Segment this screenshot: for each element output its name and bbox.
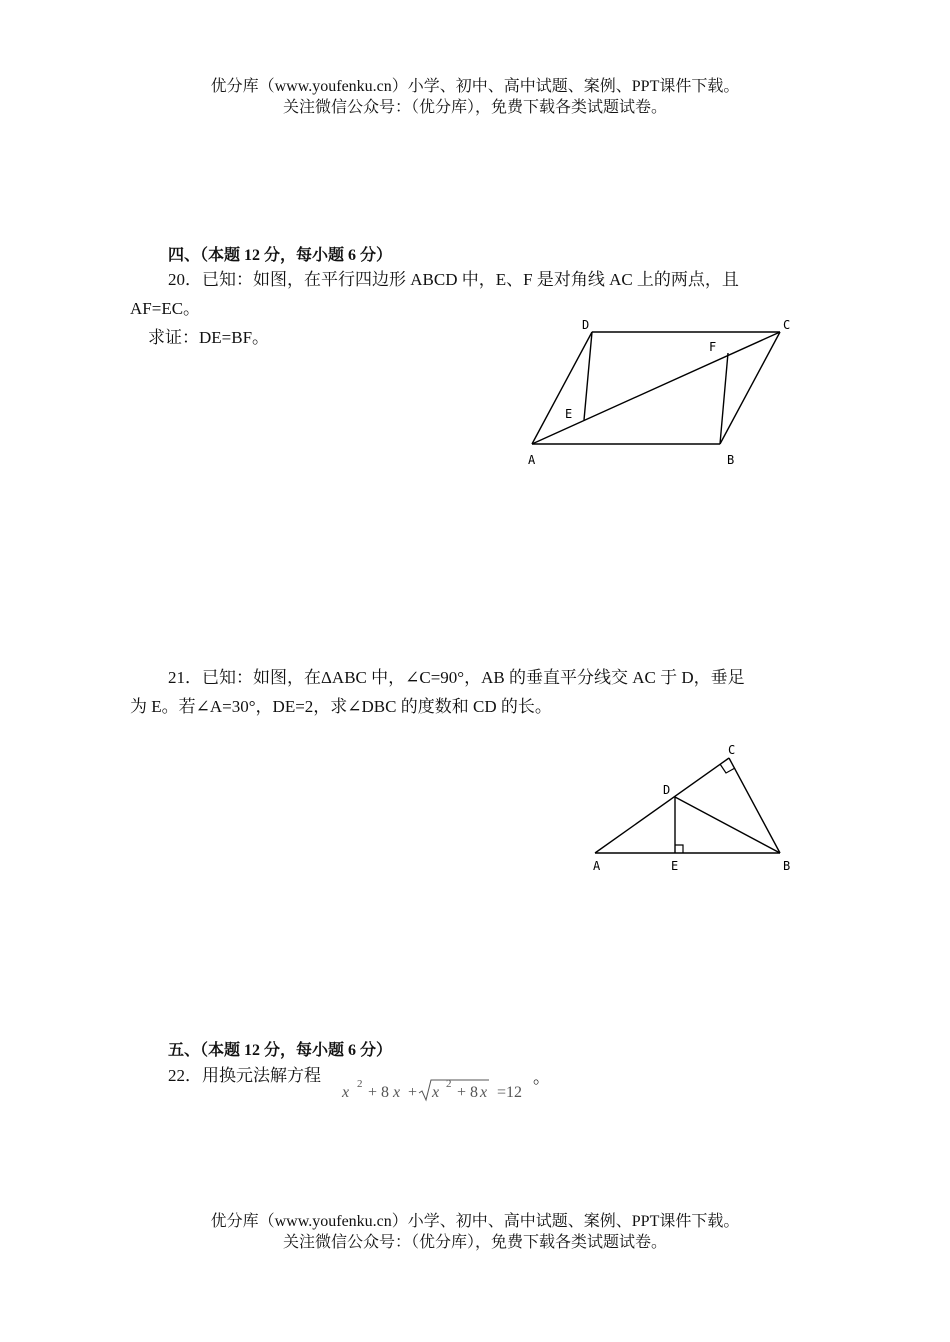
q20-prove: 求证：DE=BF。 <box>148 328 270 347</box>
section-5-title: 五、（本题 12 分，每小题 6 分） <box>168 1042 393 1059</box>
label-e: E <box>671 859 679 873</box>
q21-line-1: 21．已知：如图，在ΔABC 中，∠C=90°，AB 的垂直平分线交 AC 于 D，垂足 <box>168 668 745 687</box>
label-e: E <box>565 407 573 421</box>
label-b: B <box>783 859 791 873</box>
label-d: D <box>663 783 671 797</box>
diagonal-ac <box>532 332 780 444</box>
section-4-title: 四、（本题 12 分，每小题 6 分） <box>168 247 393 264</box>
q20-line-1: 20．已知：如图，在平行四边形 ABCD 中，E、F 是对角线 AC 上的两点，且 <box>168 270 739 289</box>
q22-end: 。 <box>533 1068 550 1087</box>
footer-line-1: 优分库（www.youfenku.cn）小学、初中、高中试题、案例、PPT课件下载。 <box>210 1213 740 1230</box>
label-f: F <box>709 340 717 354</box>
header-line-2: 关注微信公众号：（优分库），免费下载各类试题试卷。 <box>282 99 667 116</box>
label-a: A <box>528 453 536 467</box>
q20-parallelogram-figure <box>520 312 800 474</box>
q21-line-2: 为 E。若∠A=30°，DE=2，求∠DBC 的度数和 CD 的长。 <box>130 697 552 716</box>
label-c: C <box>783 318 791 332</box>
footer-line-2: 关注微信公众号：（优分库），免费下载各类试题试卷。 <box>282 1234 667 1251</box>
label-c: C <box>728 743 736 757</box>
label-b: B <box>727 453 735 467</box>
q20-line-2: AF=EC。 <box>130 299 201 318</box>
right-angle-e <box>675 845 683 853</box>
label-a: A <box>593 859 601 873</box>
header-line-1: 优分库（www.youfenku.cn）小学、初中、高中试题、案例、PPT课件下载。 <box>210 78 740 95</box>
q22-text: 22．用换元法解方程 <box>168 1066 321 1085</box>
q21-triangle-figure <box>585 738 800 878</box>
side-bc <box>720 332 780 444</box>
side-ac <box>595 758 729 853</box>
label-d: D <box>582 318 590 332</box>
side-ad <box>532 332 592 444</box>
